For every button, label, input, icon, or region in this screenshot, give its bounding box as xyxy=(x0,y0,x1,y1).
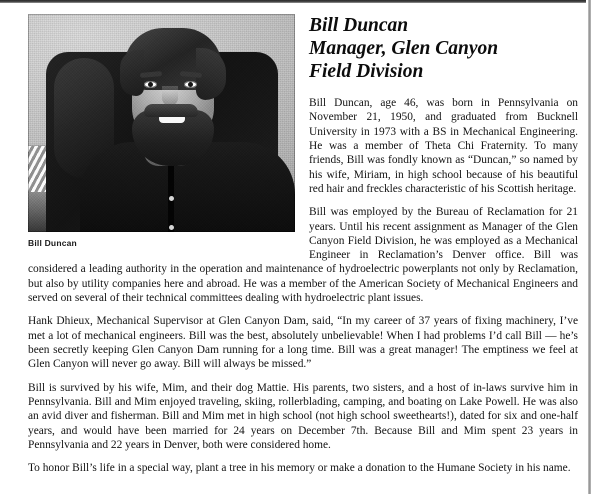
photo-caption: Bill Duncan xyxy=(28,238,77,248)
memorial-article xyxy=(28,14,578,480)
page-right-margin xyxy=(594,0,600,494)
page-title-line-2: Manager, Glen Canyon xyxy=(309,38,499,59)
paragraph-colleague-quote: Hank Dhieux, Mechanical Supervisor at Glen Canyon Dam, said, “In my career of 37 years of fixing machinery, I’ve met a lot of mechanical engineers. Bill was the best, absolutely unbelievable! When I had problems I’d call Bill — he’s been secretly keeping Glen Canyon Dam running for a long time. Bill was a great manager! The emptiness we feel at Glen Canyon will never go away. Bill will always be missed.” xyxy=(28,315,578,371)
paragraph-career: Bill was employed by the Bureau of Reclamation for 21 years. Until his recent assignment as Manager of the Glen Canyon Field Division, he was employed as a Mechanical Engineer in Reclamation’s Denver office. Bill was considered a leading authority in the operation and maintenance of hydroelectric powerplants not only by Reclamation, but also by utility companies here and abroad. He was a member of the American Society of Mechanical Engineers and served on several of their technical committees dealing with hydroelectric plant issues. xyxy=(28,206,578,305)
portrait-photo xyxy=(28,14,295,232)
scan-artifact-right-line xyxy=(588,0,591,494)
scan-artifact-top-line xyxy=(0,0,586,3)
page-title-line-1: Bill Duncan xyxy=(309,15,409,36)
paragraph-survivors: Bill is survived by his wife, Mim, and their dog Mattie. His parents, two sisters, and a host of in-laws survive him in Pennsylvania. Bill and Mim enjoyed traveling, skiing, rollerblading, camping, and boating on Lake Powell. He was also an avid diver and fisherman. Bill and Mim met in high school (not high school sweethearts!), dated for six and one-half years, and would have been married for 24 years on December 7th. Because Bill and Mim spent 23 years in Pennsylvania and 22 years in Denver, both were considered home. xyxy=(28,381,578,451)
photo-border xyxy=(28,14,295,232)
paragraph-memorial-request: To honor Bill’s life in a special way, plant a tree in his memory or make a donation to the Humane Society in his name. xyxy=(28,462,571,475)
page-title-line-3: Field Division xyxy=(309,61,424,82)
paragraph-biography: Bill Duncan, age 46, was born in Pennsylvania on November 21, 1950, and graduated from Bucknell University in 1973 with a BS in Mechanical Engineering. He was a member of Theta Chi Fraternity. To many friends, Bill was fondly known as “Duncan,” so named by his wife, Miriam, in high school because of his beautiful red hair and freckles characteristic of his Scottish heritage. xyxy=(309,97,578,195)
photo-block xyxy=(28,14,295,248)
